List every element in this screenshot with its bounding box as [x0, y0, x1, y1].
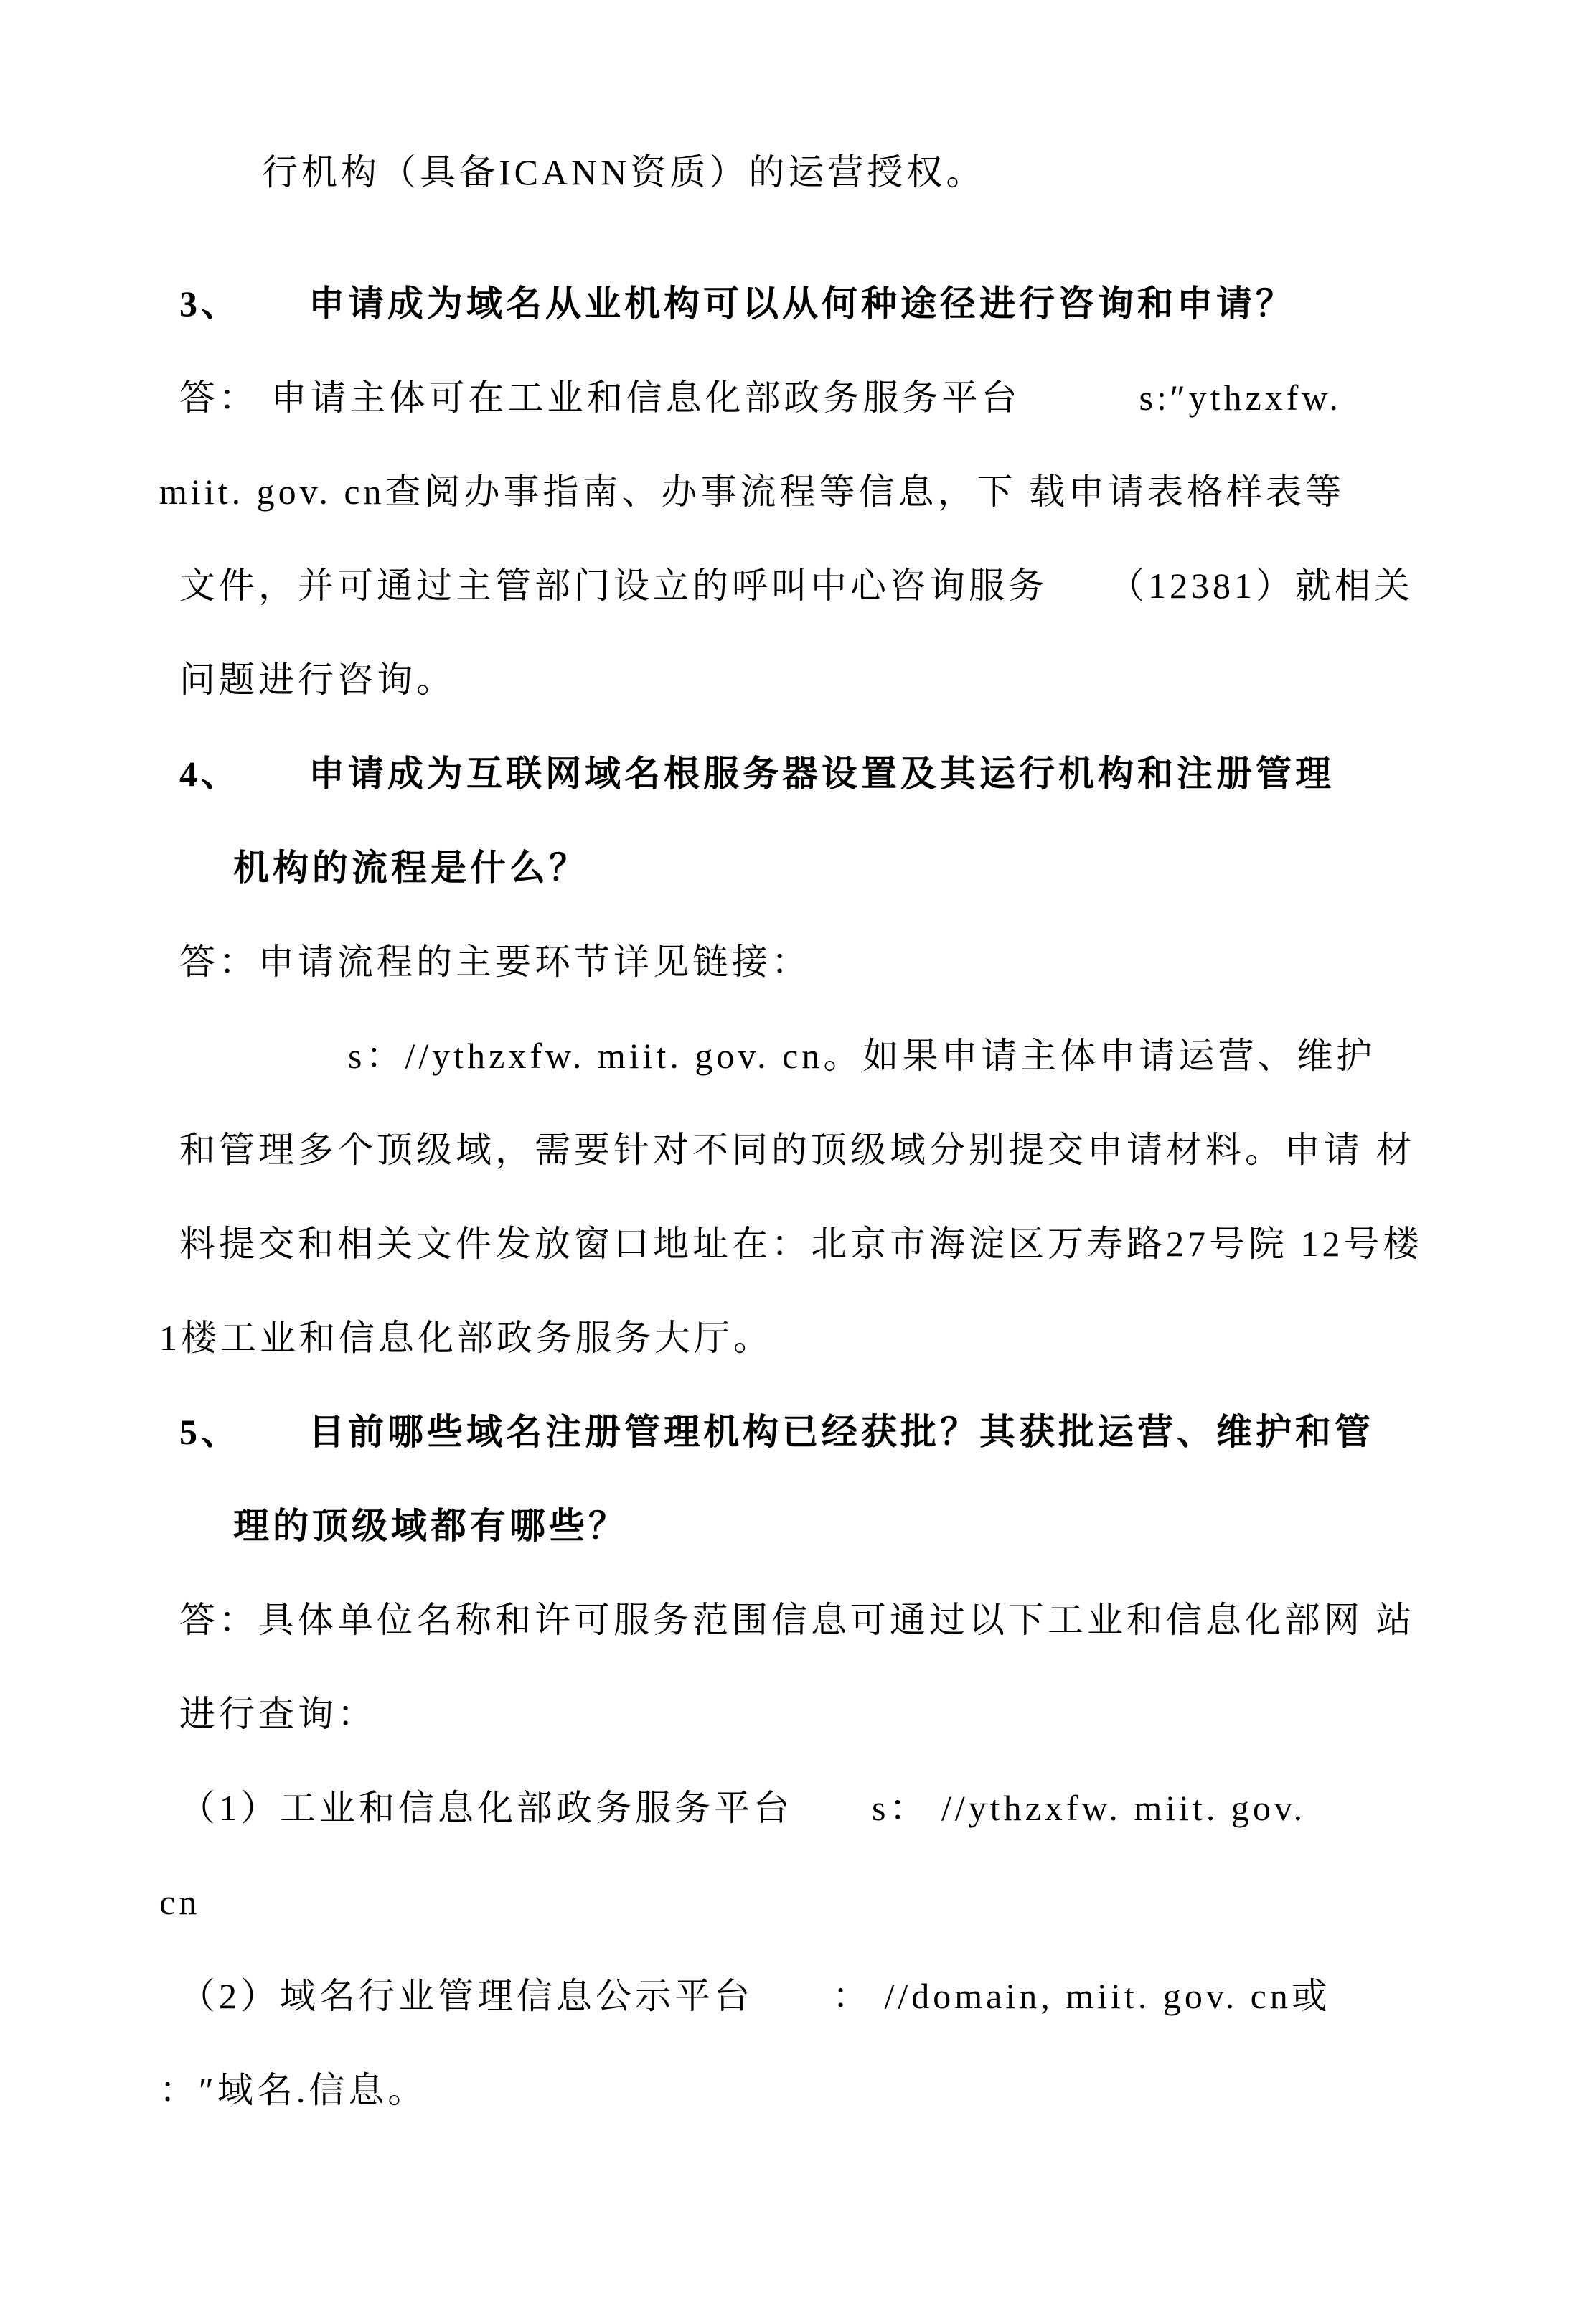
question-4-answer-link-line: s：//ythzxfw. miit. gov. cn。如果申请主体申请运营、维护 [348, 1036, 1376, 1076]
question-3-number: 3、 [179, 284, 240, 324]
question-4-answer-line: 料提交和相关文件发放窗口地址在：北京市海淀区万寿路27号院 12号楼 [179, 1224, 1423, 1264]
question-5-answer-line: cn [159, 1882, 201, 1922]
question-4-number: 4、 [179, 754, 240, 794]
question-4-heading [179, 727, 1431, 821]
question-5-answer-item-line: （1）工业和信息化部政务服务平台 s： //ythzxfw. miit. gov. [179, 1788, 1307, 1828]
question-5-title: 目前哪些域名注册管理机构已经获批？其获批运营、维护和管 [309, 1412, 1374, 1452]
question-3-answer-line: 文件，并可通过主管部门设立的呼叫中心咨询服务 （12381）就相关 [179, 566, 1414, 606]
question-5-answer-item-line: （2）域名行业管理信息公示平台 ： //domain, miit. gov. cn或 [179, 1976, 1331, 2016]
question-5-title-line2: 理的顶级域都有哪些？ [233, 1506, 628, 1546]
question-4-answer-line: 和管理多个顶级域，需要针对不同的顶级域分别提交申请材料。申请 材 [179, 1130, 1416, 1170]
question-5-heading [179, 1385, 1431, 1479]
question-4-answer-line: 1楼工业和信息化部政务服务大厅。 [159, 1318, 773, 1358]
question-5-answer-line: 进行查询： [179, 1694, 377, 1734]
question-4-answer-line: 答：申请流程的主要环节详见链接： [179, 942, 811, 982]
question-3-answer-line: miit. gov. cn查阅办事指南、办事流程等信息，下 载申请表格样表等 [159, 472, 1345, 512]
question-5-number: 5、 [179, 1412, 240, 1452]
question-4-title: 申请成为互联网域名根服务器设置及其运行机构和注册管理 [309, 754, 1335, 794]
question-5-answer-line: ：″域名.信息。 [159, 2070, 428, 2110]
question-3-title: 申请成为域名从业机构可以从何种途径进行咨询和申请？ [309, 284, 1295, 324]
question-3-answer-line: 答： 申请主体可在工业和信息化部政务服务平台 s:″ythzxfw. [179, 378, 1342, 418]
continuation-paragraph-line: 行机构（具备ICANN资质）的运营授权。 [262, 152, 986, 192]
question-3-answer-line: 问题进行咨询。 [179, 660, 456, 700]
question-3-heading [179, 257, 1431, 351]
question-5-answer-line: 答：具体单位名称和许可服务范围信息可通过以下工业和信息化部网 站 [179, 1600, 1416, 1640]
question-4-title-line2: 机构的流程是什么？ [233, 848, 588, 888]
